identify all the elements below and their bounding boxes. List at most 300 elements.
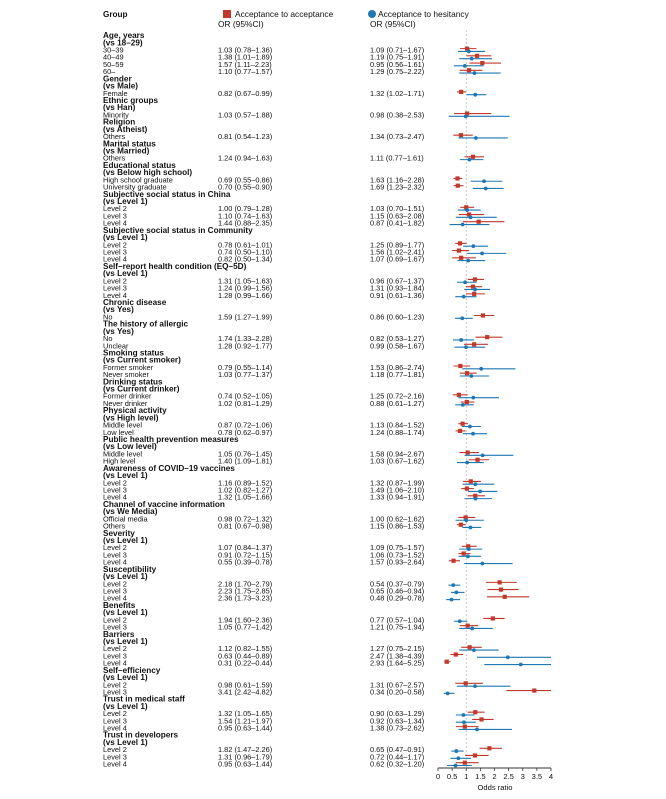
point-hesitancy — [446, 691, 450, 695]
or-acceptance-value: 0.55 (0.39–0.78) — [218, 557, 273, 567]
row-label: Level 2 — [103, 204, 127, 214]
row-label: Level 3 — [103, 550, 127, 560]
point-hesitancy — [462, 295, 466, 299]
or-hesitancy-value: 0.54 (0.37–0.79) — [370, 579, 425, 589]
or-acceptance-value: 0.82 (0.67–0.99) — [218, 88, 273, 98]
or-hesitancy-value: 0.62 (0.32–1.20) — [370, 759, 425, 769]
point-hesitancy — [459, 338, 463, 342]
row-label: Level 4 — [103, 557, 127, 567]
or-acceptance-value: 1.94 (1.60–2.36) — [218, 615, 273, 625]
point-hesitancy — [469, 374, 473, 378]
row-label: University graduate — [103, 182, 167, 192]
group-heading: (vs Below high school) — [103, 168, 193, 178]
or-acceptance-value: 1.03 (0.77–1.37) — [218, 370, 273, 380]
or-acceptance-value: 0.81 (0.54–1.23) — [218, 132, 273, 142]
group-heading: Trust in developers — [103, 730, 179, 740]
column-header-or-hesitancy: OR (95%CI) — [370, 19, 416, 29]
or-hesitancy-value: 1.33 (0.94–1.91) — [370, 492, 425, 502]
or-hesitancy-value: 1.15 (0.86–1.53) — [370, 521, 425, 531]
point-hesitancy — [484, 187, 488, 191]
or-hesitancy-value: 1.27 (0.75–2.15) — [370, 644, 425, 654]
row-label: Level 3 — [103, 247, 127, 257]
group-heading: Age, years — [103, 31, 145, 41]
or-acceptance-value: 0.82 (0.50–1.34) — [218, 254, 273, 264]
group-heading: (vs Level 1) — [103, 701, 148, 711]
or-hesitancy-value: 0.65 (0.46–0.94) — [370, 586, 425, 596]
estimate-marks — [444, 47, 551, 768]
or-hesitancy-value: 0.86 (0.60–1.23) — [370, 312, 425, 322]
point-hesitancy — [466, 554, 470, 558]
or-acceptance-value: 0.95 (0.63–1.44) — [218, 723, 273, 733]
point-hesitancy — [473, 684, 477, 688]
point-hesitancy — [454, 590, 458, 594]
point-hesitancy — [479, 367, 483, 371]
row-label: Level 3 — [103, 211, 127, 221]
or-hesitancy-value: 1.19 (0.75–1.91) — [370, 52, 425, 62]
group-heading: (vs Level 1) — [103, 673, 148, 683]
or-acceptance-value: 1.03 (0.78–1.36) — [218, 45, 273, 55]
or-acceptance-value: 1.24 (0.94–1.63) — [218, 153, 273, 163]
point-hesitancy — [465, 208, 469, 212]
or-acceptance-value: 2.36 (1.73–3.23) — [218, 593, 273, 603]
point-hesitancy — [480, 562, 484, 566]
or-hesitancy-value: 0.91 (0.61–1.36) — [370, 290, 425, 300]
or-hesitancy-value: 1.58 (0.94–2.67) — [370, 449, 425, 459]
legend-label-hesitancy: Acceptance to hesitancy — [378, 9, 469, 19]
point-hesitancy — [475, 728, 479, 732]
point-hesitancy — [471, 432, 475, 436]
or-acceptance-value: 0.87 (0.72–1.06) — [218, 420, 273, 430]
x-tick-label: 1 — [464, 772, 469, 781]
point-acceptance — [473, 710, 477, 714]
or-acceptance-value: 0.95 (0.63–1.44) — [218, 759, 273, 769]
row-label: 30–39 — [103, 45, 124, 55]
or-hesitancy-value: 1.24 (0.88–1.74) — [370, 427, 425, 437]
or-acceptance-value: 0.31 (0.22–0.44) — [218, 658, 273, 668]
or-acceptance-value: 1.10 (0.74–1.63) — [218, 211, 273, 221]
point-hesitancy — [458, 619, 462, 623]
x-tick-label: 2.5 — [503, 772, 514, 781]
or-acceptance-value: 0.74 (0.52–1.05) — [218, 391, 273, 401]
row-label: Level 3 — [103, 485, 127, 495]
point-hesitancy — [464, 114, 468, 118]
or-hesitancy-value: 1.32 (1.02–1.71) — [370, 88, 425, 98]
point-acceptance — [503, 595, 507, 599]
group-heading: Smoking status — [103, 348, 164, 358]
group-heading: (vs Male) — [103, 81, 139, 91]
or-acceptance-value: 1.31 (0.96–1.79) — [218, 752, 273, 762]
point-acceptance — [469, 479, 473, 483]
or-hesitancy-value: 1.49 (1.06–2.10) — [370, 485, 425, 495]
point-hesitancy — [456, 756, 460, 760]
point-acceptance — [445, 660, 449, 664]
or-acceptance-value: 1.82 (1.47–2.26) — [218, 745, 273, 755]
or-hesitancy-value: 1.38 (0.73–2.62) — [370, 723, 425, 733]
or-acceptance-value: 1.00 (0.79–1.28) — [218, 204, 273, 214]
group-heading: The history of allergic — [103, 319, 189, 329]
row-label: 60– — [103, 67, 116, 77]
or-acceptance-value: 1.07 (0.84–1.37) — [218, 543, 273, 553]
or-hesitancy-value: 1.15 (0.63–2.08) — [370, 211, 425, 221]
group-heading: Channel of vaccine information — [103, 499, 225, 509]
row-label: Level 4 — [103, 658, 127, 668]
point-hesitancy — [469, 526, 473, 530]
or-hesitancy-value: 0.98 (0.38–2.53) — [370, 110, 425, 120]
group-heading: Severity — [103, 528, 135, 538]
row-label: Level 2 — [103, 709, 127, 719]
point-acceptance — [473, 753, 477, 757]
group-heading: Religion — [103, 117, 136, 127]
point-hesitancy — [464, 345, 468, 349]
or-acceptance-value: 0.79 (0.55–1.14) — [218, 362, 273, 372]
table-rows — [103, 31, 424, 769]
point-hesitancy — [470, 627, 474, 631]
point-hesitancy — [469, 215, 473, 219]
or-hesitancy-value: 0.72 (0.44–1.17) — [370, 752, 425, 762]
row-label: Level 2 — [103, 240, 127, 250]
point-acceptance — [479, 717, 483, 721]
row-label: Minority — [103, 110, 129, 120]
group-heading: (vs Yes) — [103, 305, 134, 315]
group-heading: (vs Level 1) — [103, 233, 148, 243]
or-acceptance-value: 1.12 (0.82–1.55) — [218, 644, 273, 654]
point-hesitancy — [467, 547, 471, 551]
row-label: Level 3 — [103, 586, 127, 596]
or-hesitancy-value: 1.32 (0.87–1.99) — [370, 478, 425, 488]
or-hesitancy-value: 0.96 (0.67–1.37) — [370, 276, 425, 286]
row-label: Former smoker — [103, 362, 154, 372]
or-acceptance-value: 1.32 (1.05–1.66) — [218, 492, 273, 502]
or-acceptance-value: 2.23 (1.75–2.85) — [218, 586, 273, 596]
or-acceptance-value: 1.02 (0.82–1.27) — [218, 485, 273, 495]
row-label: Level 2 — [103, 543, 127, 553]
group-heading: (vs We Media) — [103, 507, 158, 517]
group-heading: Educational status — [103, 160, 176, 170]
point-acceptance — [465, 487, 469, 491]
or-hesitancy-value: 1.31 (0.67–2.57) — [370, 680, 425, 690]
or-hesitancy-value: 1.06 (0.73–1.52) — [370, 550, 425, 560]
row-label: Level 3 — [103, 283, 127, 293]
or-hesitancy-value: 1.29 (0.75–2.22) — [370, 67, 425, 77]
point-acceptance — [459, 90, 463, 94]
point-acceptance — [499, 587, 503, 591]
point-acceptance — [487, 746, 491, 750]
or-hesitancy-value: 0.95 (0.56–1.61) — [370, 59, 425, 69]
legend-swatch-acceptance — [223, 10, 231, 18]
point-acceptance — [454, 652, 458, 656]
group-heading: Subjective social status in China — [103, 189, 231, 199]
point-acceptance — [455, 176, 459, 180]
point-hesitancy — [460, 316, 464, 320]
or-acceptance-value: 0.70 (0.55–0.90) — [218, 182, 273, 192]
or-hesitancy-value: 0.92 (0.63–1.34) — [370, 716, 425, 726]
or-hesitancy-value: 1.03 (0.67–1.62) — [370, 456, 425, 466]
row-label: Level 4 — [103, 759, 127, 769]
point-acceptance — [460, 422, 464, 426]
point-hesitancy — [463, 280, 467, 284]
row-label: Level 2 — [103, 276, 127, 286]
point-hesitancy — [462, 720, 466, 724]
row-label: Level 3 — [103, 752, 127, 762]
point-hesitancy — [466, 259, 470, 263]
or-hesitancy-value: 0.88 (0.61–1.27) — [370, 398, 425, 408]
or-acceptance-value: 2.18 (1.70–2.79) — [218, 579, 273, 589]
or-acceptance-value: 1.28 (0.92–1.77) — [218, 341, 273, 351]
column-header-or-acceptance: OR (95%CI) — [218, 19, 264, 29]
point-acceptance — [465, 371, 469, 375]
or-acceptance-value: 1.05 (0.77–1.42) — [218, 622, 273, 632]
x-tick-label: 1.5 — [475, 772, 486, 781]
row-label: Former drinker — [103, 391, 152, 401]
row-label: Others — [103, 132, 126, 142]
row-label: High school graduate — [103, 175, 173, 185]
group-heading: (vs Current drinker) — [103, 384, 180, 394]
or-hesitancy-value: 1.00 (0.62–1.62) — [370, 514, 425, 524]
or-hesitancy-value: 0.87 (0.41–1.82) — [370, 218, 425, 228]
point-acceptance — [459, 133, 463, 137]
or-acceptance-value: 1.05 (0.76–1.45) — [218, 449, 273, 459]
point-hesitancy — [482, 179, 486, 183]
column-header-group: Group — [103, 10, 128, 19]
point-acceptance — [472, 342, 476, 346]
point-hesitancy — [473, 71, 477, 75]
or-acceptance-value: 1.16 (0.89–1.52) — [218, 478, 273, 488]
row-label: Level 4 — [103, 290, 127, 300]
or-hesitancy-value: 0.90 (0.63–1.29) — [370, 709, 425, 719]
point-acceptance — [468, 645, 472, 649]
point-acceptance — [462, 551, 466, 555]
or-acceptance-value: 1.28 (0.99–1.66) — [218, 290, 273, 300]
group-heading: (vs Level 1) — [103, 269, 148, 279]
point-hesitancy — [480, 251, 484, 255]
x-tick-label: 0 — [435, 772, 441, 781]
row-label: Level 2 — [103, 680, 127, 690]
point-hesitancy — [470, 57, 474, 61]
or-hesitancy-value: 1.13 (0.84–1.52) — [370, 420, 425, 430]
or-hesitancy-value: 1.53 (0.86–2.74) — [370, 362, 425, 372]
point-hesitancy — [471, 396, 475, 400]
or-acceptance-value: 0.69 (0.55–0.86) — [218, 175, 273, 185]
group-heading: Ethnic groups — [103, 96, 159, 106]
group-heading: Subjective social status in Community — [103, 225, 253, 235]
point-acceptance — [473, 277, 477, 281]
point-hesitancy — [473, 93, 477, 97]
or-acceptance-value: 0.98 (0.61–1.59) — [218, 680, 273, 690]
point-acceptance — [467, 68, 471, 72]
row-label: Level 3 — [103, 716, 127, 726]
x-tick-label: 3 — [520, 772, 525, 781]
point-acceptance — [532, 688, 536, 692]
point-acceptance — [463, 725, 467, 729]
group-heading: (vs Married) — [103, 146, 150, 156]
point-acceptance — [458, 429, 462, 433]
point-acceptance — [472, 292, 476, 296]
group-heading: Benefits — [103, 600, 136, 610]
point-hesitancy — [472, 648, 476, 652]
group-heading: (vs Level 1) — [103, 536, 148, 546]
row-label: Level 2 — [103, 579, 127, 589]
or-acceptance-value: 1.02 (0.81–1.29) — [218, 398, 273, 408]
row-label: No — [103, 334, 113, 344]
group-heading: Self–efficiency — [103, 665, 161, 675]
group-heading: Gender — [103, 74, 132, 84]
row-label: Official media — [103, 514, 148, 524]
group-heading: Barriers — [103, 629, 135, 639]
or-acceptance-value: 1.32 (1.05–1.65) — [218, 709, 273, 719]
group-heading: Self–report health condition (EQ–5D) — [103, 261, 247, 271]
or-hesitancy-value: 1.63 (1.16–2.28) — [370, 175, 425, 185]
legend-swatch-hesitancy — [368, 10, 376, 18]
point-hesitancy — [451, 583, 455, 587]
or-acceptance-value: 0.63 (0.44–0.89) — [218, 651, 273, 661]
point-hesitancy — [463, 64, 467, 68]
or-acceptance-value: 0.98 (0.72–1.32) — [218, 514, 273, 524]
point-hesitancy — [467, 50, 471, 54]
group-heading: (vs Level 1) — [103, 196, 148, 206]
group-heading: Awareness of COVID–19 vaccines — [103, 463, 235, 473]
row-label: Never drinker — [103, 398, 148, 408]
or-acceptance-value: 0.91 (0.72–1.15) — [218, 550, 273, 560]
or-hesitancy-value: 2.47 (1.38–4.39) — [370, 651, 425, 661]
or-hesitancy-value: 0.65 (0.47–0.91) — [370, 745, 425, 755]
or-hesitancy-value: 0.99 (0.58–1.67) — [370, 341, 425, 351]
or-hesitancy-value: 0.82 (0.53–1.27) — [370, 334, 425, 344]
group-heading: Chronic disease — [103, 297, 167, 307]
legend — [223, 9, 470, 19]
or-acceptance-value: 1.40 (1.09–1.81) — [218, 456, 273, 466]
point-hesitancy — [473, 288, 477, 292]
or-acceptance-value: 0.78 (0.61–1.01) — [218, 240, 273, 250]
x-axis-title: Odds ratio — [477, 783, 513, 792]
group-heading: Physical activity — [103, 406, 167, 416]
row-label: Middle level — [103, 449, 143, 459]
point-hesitancy — [481, 453, 485, 457]
point-hesitancy — [461, 223, 465, 227]
or-hesitancy-value: 1.09 (0.71–1.67) — [370, 45, 425, 55]
row-label: Level 3 — [103, 651, 127, 661]
row-label: Female — [103, 88, 128, 98]
point-acceptance — [465, 400, 469, 404]
row-label: Low level — [103, 427, 134, 437]
or-hesitancy-value: 1.07 (0.69–1.67) — [370, 254, 425, 264]
or-hesitancy-value: 1.31 (0.93–1.84) — [370, 283, 425, 293]
row-label: Others — [103, 521, 126, 531]
or-hesitancy-value: 0.34 (0.20–0.58) — [370, 687, 425, 697]
point-acceptance — [458, 241, 462, 245]
point-hesitancy — [519, 663, 523, 667]
point-acceptance — [457, 248, 461, 252]
point-acceptance — [485, 335, 489, 339]
point-hesitancy — [465, 461, 469, 465]
point-hesitancy — [450, 598, 454, 602]
row-label: Level 2 — [103, 478, 127, 488]
group-heading: (vs Level 1) — [103, 572, 148, 582]
point-hesitancy — [474, 136, 478, 140]
or-hesitancy-value: 1.69 (1.23–2.32) — [370, 182, 425, 192]
group-heading: Public health prevention measures — [103, 435, 239, 445]
or-acceptance-value: 1.38 (1.01–1.89) — [218, 52, 273, 62]
x-tick-label: 2 — [492, 772, 497, 781]
or-acceptance-value: 1.31 (1.05–1.63) — [218, 276, 273, 286]
point-acceptance — [466, 450, 470, 454]
row-label: Unclear — [103, 341, 129, 351]
point-hesitancy — [454, 764, 458, 768]
or-acceptance-value: 0.78 (0.62–0.97) — [218, 427, 273, 437]
x-tick-label: 3.5 — [531, 772, 543, 781]
or-hesitancy-value: 1.34 (0.73–2.47) — [370, 132, 425, 142]
group-heading: (vs Yes) — [103, 326, 134, 336]
row-label: 50–59 — [103, 59, 124, 69]
point-acceptance — [466, 624, 470, 628]
x-tick-label: 0.5 — [446, 772, 458, 781]
group-heading: Drinking status — [103, 377, 163, 387]
point-hesitancy — [506, 655, 510, 659]
point-hesitancy — [473, 482, 477, 486]
or-hesitancy-value: 0.77 (0.57–1.04) — [370, 615, 425, 625]
row-label: No — [103, 312, 113, 322]
group-heading: (vs Current smoker) — [103, 355, 181, 365]
point-acceptance — [464, 681, 468, 685]
point-hesitancy — [474, 497, 478, 501]
point-acceptance — [497, 580, 501, 584]
row-label: Level 4 — [103, 593, 127, 603]
point-acceptance — [477, 220, 481, 224]
point-acceptance — [475, 458, 479, 462]
row-label: Level 2 — [103, 745, 127, 755]
row-label: Middle level — [103, 420, 143, 430]
point-acceptance — [475, 54, 479, 58]
row-label: High level — [103, 456, 136, 466]
point-acceptance — [458, 364, 462, 368]
point-acceptance — [457, 393, 461, 397]
row-label: Level 4 — [103, 218, 127, 228]
group-heading: (vs Low level) — [103, 442, 157, 452]
point-hesitancy — [464, 518, 468, 522]
or-hesitancy-value: 1.09 (0.75–1.57) — [370, 543, 425, 553]
group-heading: Marital status — [103, 139, 156, 149]
point-acceptance — [481, 313, 485, 317]
point-acceptance — [491, 616, 495, 620]
point-acceptance — [463, 761, 467, 765]
x-tick-label: 4 — [548, 772, 554, 781]
group-heading: (vs Level 1) — [103, 471, 148, 481]
row-label: Never smoker — [103, 370, 149, 380]
group-heading: Susceptibility — [103, 564, 157, 574]
row-label: Level 4 — [103, 254, 127, 264]
group-heading: (vs Level 1) — [103, 636, 148, 646]
or-hesitancy-value: 1.25 (0.89–1.77) — [370, 240, 425, 250]
or-acceptance-value: 1.44 (0.88–2.35) — [218, 218, 273, 228]
or-acceptance-value: 1.57 (1.11–2.23) — [218, 59, 272, 69]
group-heading: (vs Level 1) — [103, 608, 148, 618]
row-label: Level 3 — [103, 687, 127, 697]
or-acceptance-value: 1.54 (1.21–1.97) — [218, 716, 273, 726]
point-hesitancy — [468, 425, 472, 429]
point-acceptance — [471, 155, 475, 159]
point-hesitancy — [467, 158, 471, 162]
row-label: Level 4 — [103, 492, 127, 502]
group-heading: (vs Level 1) — [103, 737, 148, 747]
point-hesitancy — [461, 403, 465, 407]
or-hesitancy-value: 1.57 (0.93–2.64) — [370, 557, 425, 567]
point-hesitancy — [454, 749, 458, 753]
point-acceptance — [451, 559, 455, 563]
or-hesitancy-value: 1.03 (0.70–1.51) — [370, 204, 425, 214]
group-heading: (vs High level) — [103, 413, 159, 423]
group-heading: (vs Atheist) — [103, 124, 148, 134]
or-acceptance-value: 1.10 (0.77–1.57) — [218, 67, 273, 77]
row-label: 40–49 — [103, 52, 124, 62]
